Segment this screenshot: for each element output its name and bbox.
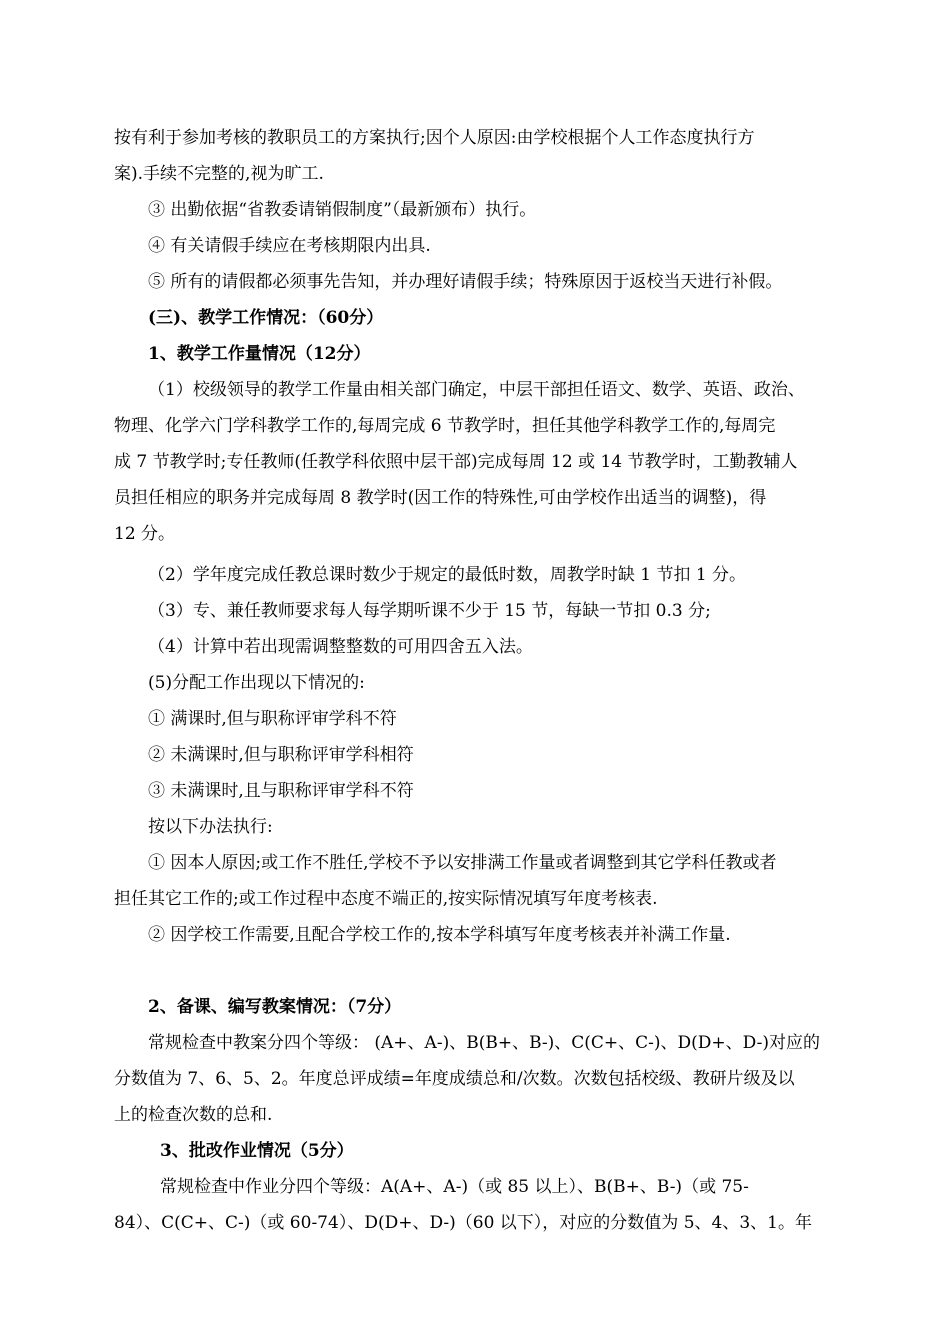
body-text-line: 84）、C(C+、C-)（或 60-74）、D(D+、D-)（60 以下），对应的分数值为 5、4、3、1。年 <box>114 1213 812 1233</box>
list-item: ② 因学校工作需要,且配合学校工作的,按本学科填写年度考核表并补满工作量. <box>148 925 731 945</box>
body-text-line: 物理、化学六门学科教学工作的,每周完成 6 节教学时，担任其他学科教学工作的,每周完 <box>114 416 776 436</box>
section-heading: (三)、教学工作情况：（60分） <box>148 308 384 328</box>
body-text-line: 12 分。 <box>114 524 176 544</box>
list-item: ③ 未满课时,且与职称评审学科不符 <box>148 781 414 801</box>
subsection-heading: 2、备课、编写教案情况：（7分） <box>148 997 402 1017</box>
list-item: （2）学年度完成任教总课时数少于规定的最低时数，周教学时缺 1 节扣 1 分。 <box>148 565 747 585</box>
body-text-line: 员担任相应的职务并完成每周 8 教学时(因工作的特殊性,可由学校作出适当的调整)，得 <box>114 488 767 508</box>
list-item: (5)分配工作出现以下情况的: <box>148 673 365 693</box>
body-text-line: 按以下办法执行: <box>148 817 273 837</box>
body-text-line: 分数值为 7、6、5、2。年度总评成绩=年度成绩总和/次数。次数包括校级、教研片级及以 <box>114 1069 795 1089</box>
subsection-heading: 1、教学工作量情况（12分） <box>148 344 371 364</box>
body-text-line: 成 7 节教学时;专任教师(任教学科依照中层干部)完成每周 12 或 14 节教学时，工勤教辅人 <box>114 452 798 472</box>
list-item: ⑤ 所有的请假都必须事先告知，并办理好请假手续；特殊原因于返校当天进行补假。 <box>148 272 783 292</box>
body-text-line: 常规检查中作业分四个等级：A(A+、A-)（或 85 以上）、B(B+、B-)（或 75- <box>160 1177 749 1197</box>
list-item: ③ 出勤依据“省教委请销假制度”（最新颁布）执行。 <box>148 200 537 220</box>
body-text-line: 按有利于参加考核的教职员工的方案执行;因个人原因:由学校根据个人工作态度执行方 <box>114 128 755 148</box>
list-item: ④ 有关请假手续应在考核期限内出具. <box>148 236 431 256</box>
list-item: （4）计算中若出现需调整整数的可用四舍五入法。 <box>148 637 533 657</box>
body-text-line: 担任其它工作的;或工作过程中态度不端正的,按实际情况填写年度考核表. <box>114 889 658 909</box>
body-text-line: 常规检查中教案分四个等级： (A+、A-)、B(B+、B-)、C(C+、C-)、D(D+、D-)对应的 <box>148 1033 820 1053</box>
list-item: （3）专、兼任教师要求每人每学期听课不少于 15 节，每缺一节扣 0.3 分; <box>148 601 711 621</box>
subsection-heading: 3、批改作业情况（5分） <box>160 1141 354 1161</box>
list-item: ① 满课时,但与职称评审学科不符 <box>148 709 397 729</box>
list-item: ② 未满课时,但与职称评审学科相符 <box>148 745 414 765</box>
body-text-line: 案).手续不完整的,视为旷工. <box>114 164 324 184</box>
body-text-line: （1）校级领导的教学工作量由相关部门确定，中层干部担任语文、数学、英语、政治、 <box>148 380 805 400</box>
body-text-line: 上的检查次数的总和. <box>114 1105 273 1125</box>
list-item: ① 因本人原因;或工作不胜任,学校不予以安排满工作量或者调整到其它学科任教或者 <box>148 853 777 873</box>
